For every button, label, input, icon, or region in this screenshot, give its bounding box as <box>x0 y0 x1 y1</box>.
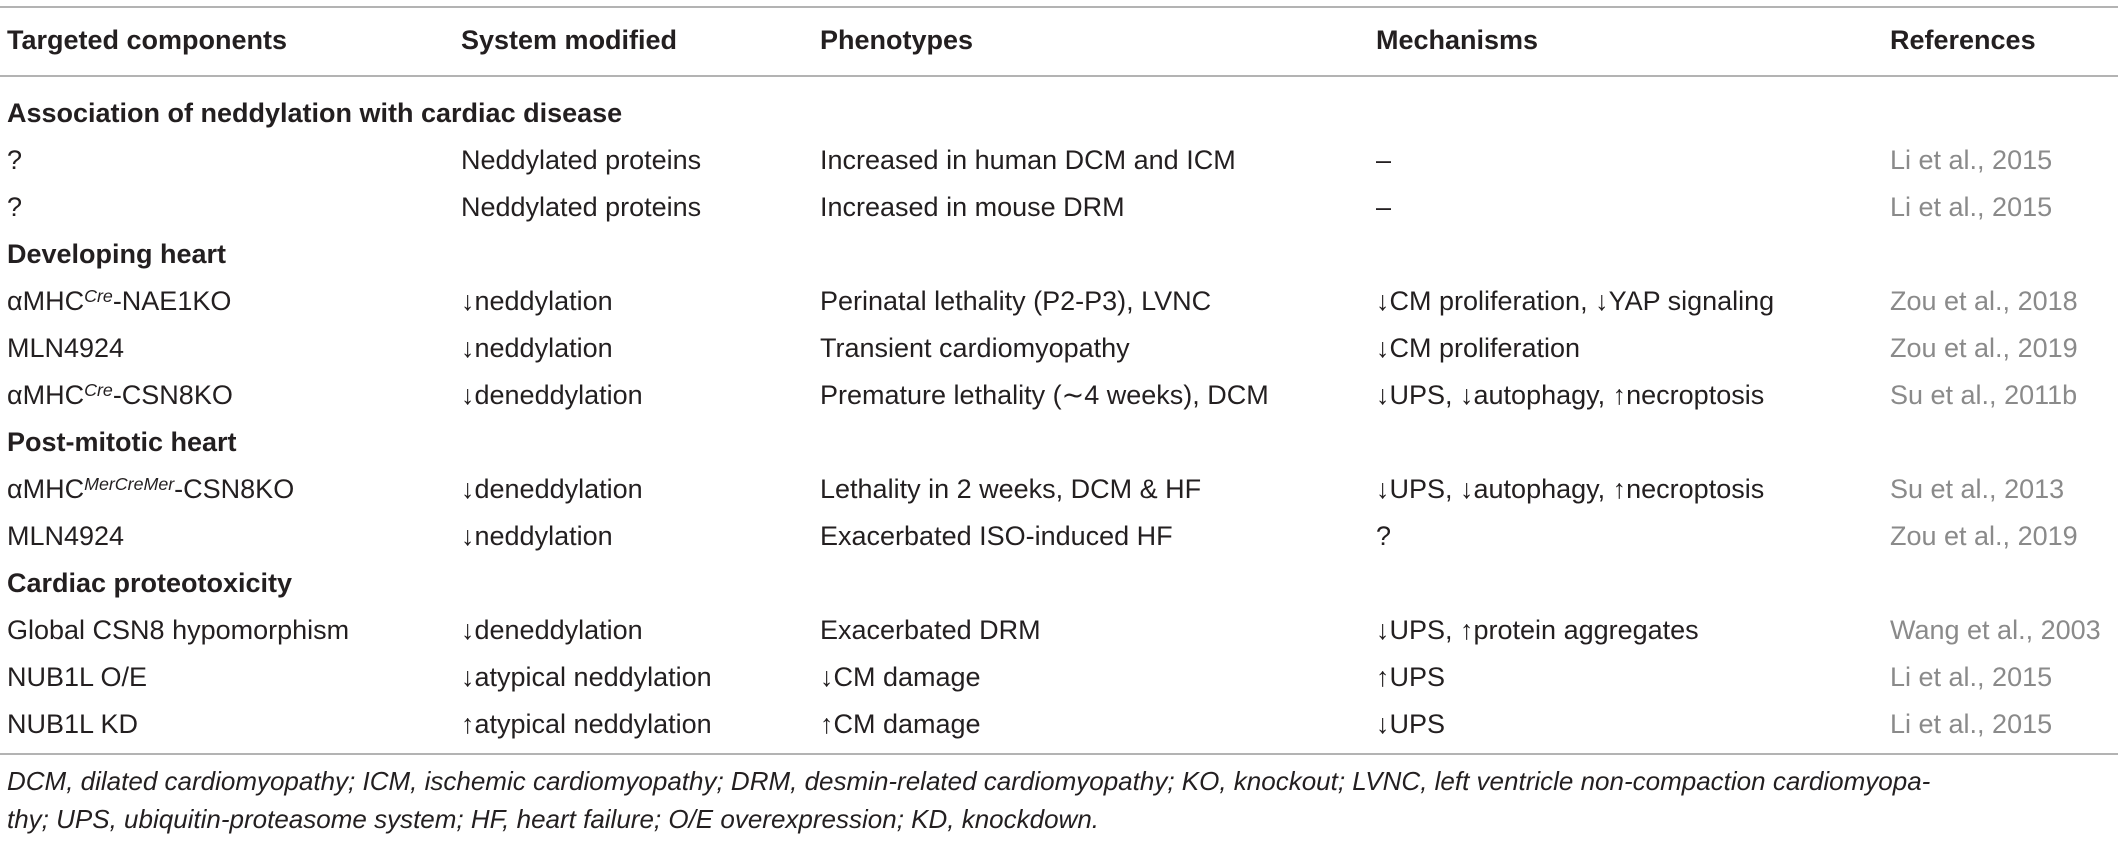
section-title-row <box>0 419 2118 466</box>
cell-mechanism: ↓CM proliferation <box>1376 333 1581 363</box>
cell-mechanism: – <box>1376 145 1392 175</box>
cell-phenotype: ↓CM damage <box>820 662 981 692</box>
cell-system: Neddylated proteins <box>461 145 702 175</box>
section-title-row <box>0 231 2118 278</box>
table-row <box>0 372 2118 419</box>
cell-reference: Su et al., 2013 <box>1890 474 2065 504</box>
section-title-row <box>0 90 2118 137</box>
cell-system: ↓deneddylation <box>461 474 643 504</box>
cell-phenotype: Lethality in 2 weeks, DCM & HF <box>820 474 1202 504</box>
header-targeted-components: Targeted components <box>7 25 288 55</box>
cell-component: ? <box>7 145 23 175</box>
cell-component: ? <box>7 192 23 222</box>
cell-component: αMHC$^{Cre}$-NAE1KO <box>7 285 232 316</box>
cell-mechanism: ? <box>1376 521 1392 551</box>
header-phenotypes: Phenotypes <box>820 25 974 55</box>
cell-reference: Li et al., 2015 <box>1890 709 2053 739</box>
cell-phenotype: Increased in mouse DRM <box>820 192 1125 222</box>
table-row <box>0 184 2118 231</box>
cell-reference: Su et al., 2011b <box>1890 380 2078 410</box>
cell-phenotype: Exacerbated DRM <box>820 615 1041 645</box>
cell-mechanism: ↓UPS, ↓autophagy, ↑necroptosis <box>1376 474 1765 504</box>
cell-mechanism: ↓UPS, ↑protein aggregates <box>1376 615 1699 645</box>
table-header-rule <box>0 75 2118 77</box>
header-mechanisms: Mechanisms <box>1376 25 1539 55</box>
cell-system: ↑atypical neddylation <box>461 709 712 739</box>
cell-system: ↓neddylation <box>461 286 613 316</box>
section-title-row <box>0 560 2118 607</box>
section-title: Developing heart <box>7 239 227 269</box>
section-title: Association of neddylation with cardiac disease <box>7 98 623 128</box>
table-row <box>0 513 2118 560</box>
cell-component: NUB1L KD <box>7 709 139 739</box>
table-row <box>0 654 2118 701</box>
table-bottom-rule <box>0 753 2118 755</box>
table-row <box>0 325 2118 372</box>
cell-system: ↓neddylation <box>461 333 613 363</box>
header-system-modified: System modified <box>461 25 678 55</box>
section-title: Cardiac proteotoxicity <box>7 568 293 598</box>
cell-component: αMHC$^{Cre}$-CSN8KO <box>7 379 233 410</box>
table-row <box>0 278 2118 325</box>
cell-reference: Zou et al., 2019 <box>1890 333 2078 363</box>
cell-system: ↓deneddylation <box>461 380 643 410</box>
cell-system: Neddylated proteins <box>461 192 702 222</box>
table-row <box>0 137 2118 184</box>
cell-phenotype: Increased in human DCM and ICM <box>820 145 1236 175</box>
section-title: Post-mitotic heart <box>7 427 237 457</box>
cell-reference: Li et al., 2015 <box>1890 145 2053 175</box>
cell-mechanism: ↑UPS <box>1376 662 1446 692</box>
cell-mechanism: – <box>1376 192 1392 222</box>
cell-system: ↓neddylation <box>461 521 613 551</box>
header-references: References <box>1890 25 2036 55</box>
cell-component: Global CSN8 hypomorphism <box>7 615 350 645</box>
cell-mechanism: ↓UPS <box>1376 709 1446 739</box>
table-top-rule <box>0 6 2118 8</box>
table-row <box>0 466 2118 513</box>
cell-phenotype: Transient cardiomyopathy <box>820 333 1130 363</box>
cell-reference: Li et al., 2015 <box>1890 192 2053 222</box>
cell-phenotype: Perinatal lethality (P2-P3), LVNC <box>820 286 1212 316</box>
cell-component: MLN4924 <box>7 521 125 551</box>
cell-system: ↓atypical neddylation <box>461 662 712 692</box>
cell-reference: Zou et al., 2019 <box>1890 521 2078 551</box>
cell-mechanism: ↓UPS, ↓autophagy, ↑necroptosis <box>1376 380 1765 410</box>
cell-phenotype: ↑CM damage <box>820 709 981 739</box>
footnote-line-2: thy; UPS, ubiquitin-proteasome system; HF, heart failure; O/E overexpression; KD, knockdown. <box>7 804 1099 834</box>
table-footnote <box>7 762 2107 838</box>
cell-system: ↓deneddylation <box>461 615 643 645</box>
cell-reference: Zou et al., 2018 <box>1890 286 2078 316</box>
cell-reference: Wang et al., 2003 <box>1890 615 2101 645</box>
table-row <box>0 607 2118 654</box>
table-header-row <box>0 17 2118 64</box>
cell-component: MLN4924 <box>7 333 125 363</box>
cell-mechanism: ↓CM proliferation, ↓YAP signaling <box>1376 286 1775 316</box>
cell-reference: Li et al., 2015 <box>1890 662 2053 692</box>
cell-component: NUB1L O/E <box>7 662 148 692</box>
footnote-line-1: DCM, dilated cardiomyopathy; ICM, ischemic cardiomyopathy; DRM, desmin-related cardiomyopathy; KO, knockout; LVNC, left ventricle non-compaction cardiomyopa- <box>7 766 1931 796</box>
cell-phenotype: Exacerbated ISO-induced HF <box>820 521 1173 551</box>
table-row <box>0 701 2118 748</box>
cell-phenotype: Premature lethality (∼4 weeks), DCM <box>820 380 1269 410</box>
cell-component: αMHC$^{MerCreMer}$-CSN8KO <box>7 473 295 504</box>
